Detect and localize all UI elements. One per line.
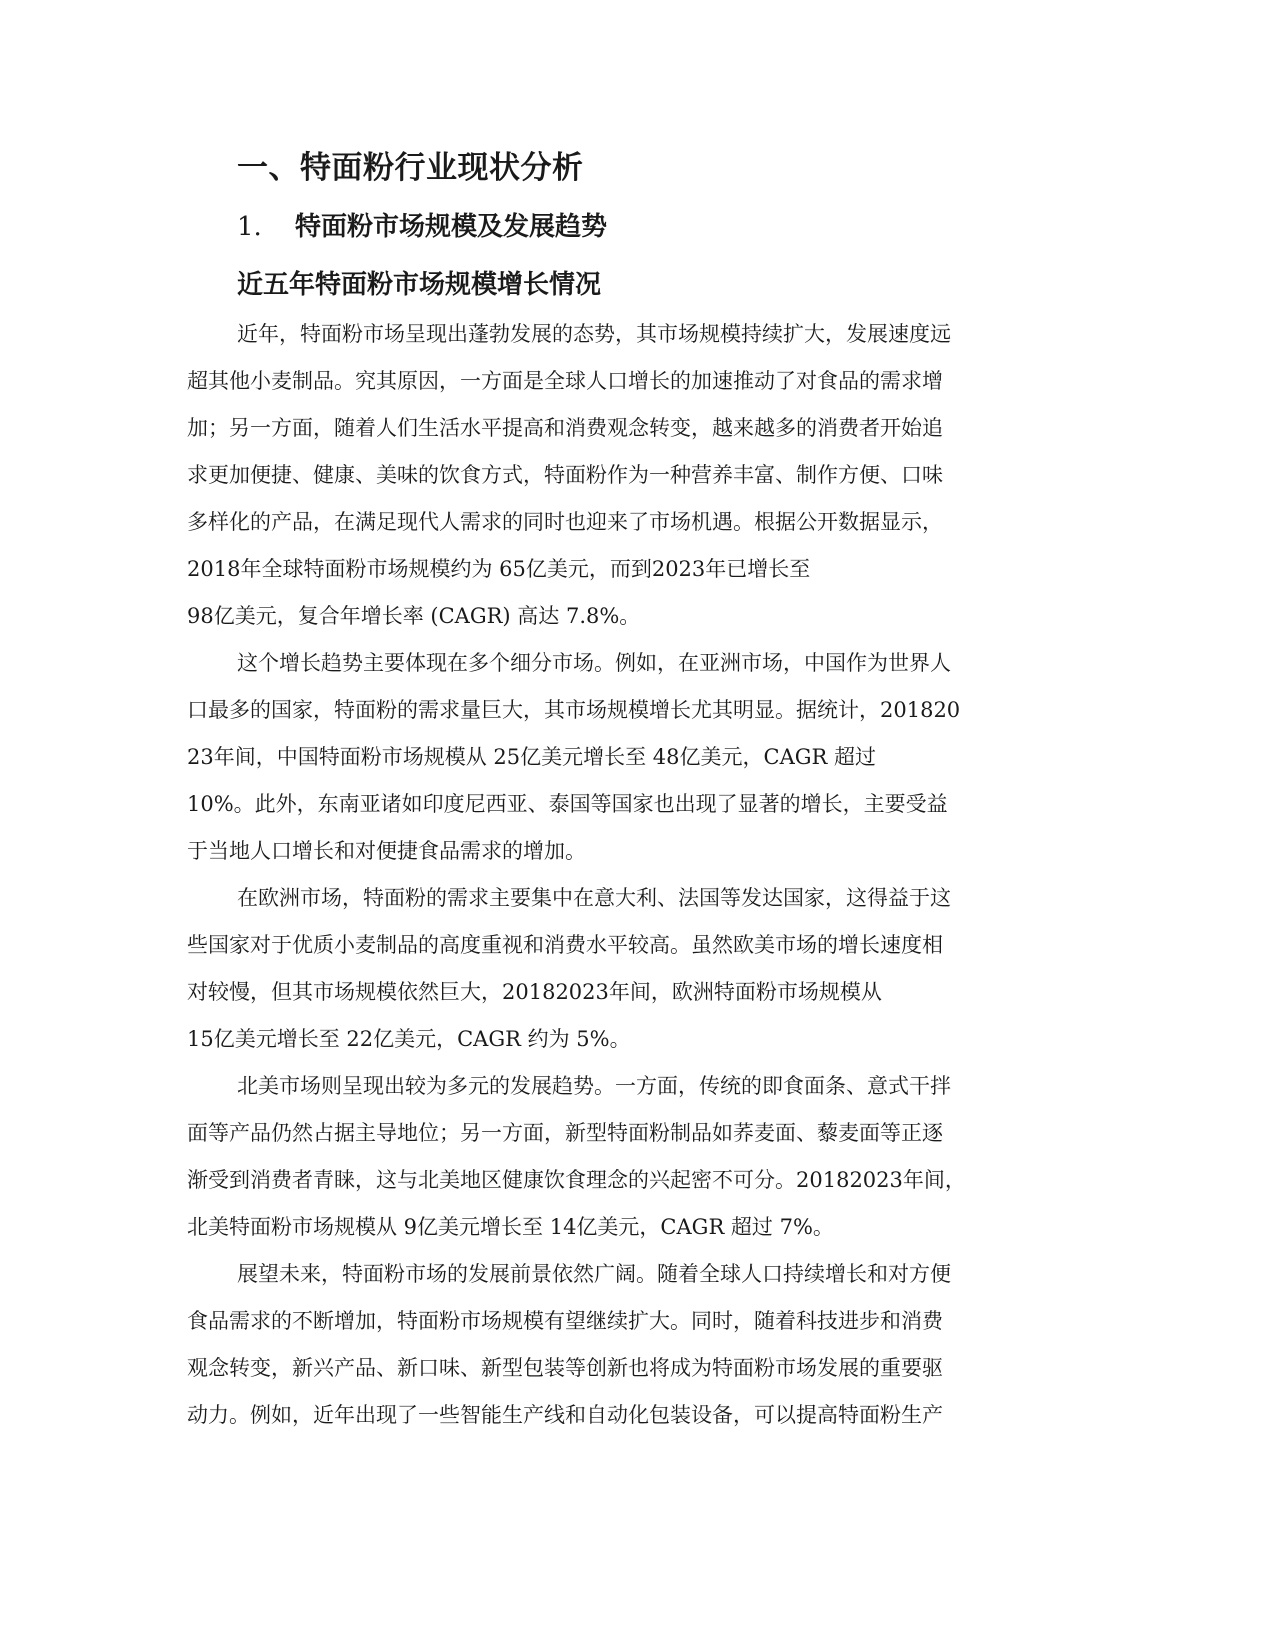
paragraph-line: 北美市场则呈现出较为多元的发展趋势。一方面，传统的即食面条、意式干拌: [237, 1074, 951, 1098]
paragraph-line: 观念转变，新兴产品、新口味、新型包装等创新也将成为特面粉市场发展的重要驱: [187, 1356, 943, 1380]
paragraph-line: 求更加便捷、健康、美味的饮食方式，特面粉作为一种营养丰富、制作方便、口味: [187, 463, 943, 487]
paragraph-outlook: [187, 1251, 1087, 1439]
paragraph-line: 加；另一方面，随着人们生活水平提高和消费观念转变，越来越多的消费者开始追: [187, 416, 943, 440]
paragraph-line: 超其他小麦制品。究其原因，一方面是全球人口增长的加速推动了对食品的需求增: [187, 369, 943, 393]
paragraph-line: 展望未来，特面粉市场的发展前景依然广阔。随着全球人口持续增长和对方便: [237, 1262, 951, 1286]
paragraph-line: 动力。例如，近年出现了一些智能生产线和自动化包装设备，可以提高特面粉生产: [187, 1403, 943, 1427]
topic-heading: 近五年特面粉市场规模增长情况: [237, 270, 602, 300]
paragraph-line: 98亿美元，复合年增长率 (CAGR) 高达 7.8%。: [187, 604, 641, 628]
paragraph-line: 面等产品仍然占据主导地位；另一方面，新型特面粉制品如荞麦面、藜麦面等正逐: [187, 1121, 943, 1145]
paragraph-line: 口最多的国家，特面粉的需求量巨大，其市场规模增长尤其明显。据统计，201820: [187, 698, 961, 722]
subsection-heading: [237, 205, 1087, 249]
paragraph-line: 在欧洲市场，特面粉的需求主要集中在意大利、法国等发达国家，这得益于这: [237, 886, 951, 910]
paragraph-line: 些国家对于优质小麦制品的高度重视和消费水平较高。虽然欧美市场的增长速度相: [187, 933, 943, 957]
paragraph-line: 于当地人口增长和对便捷食品需求的增加。: [187, 839, 586, 863]
paragraph-line: 2018年全球特面粉市场规模约为 65亿美元，而到2023年已增长至: [187, 557, 811, 581]
paragraph-line: 这个增长趋势主要体现在多个细分市场。例如，在亚洲市场，中国作为世界人: [237, 651, 951, 675]
paragraph-line: 23年间，中国特面粉市场规模从 25亿美元增长至 48亿美元，CAGR 超过: [187, 745, 877, 769]
paragraph-asia-market: [187, 640, 1087, 875]
paragraph-line: 15亿美元增长至 22亿美元，CAGR 约为 5%。: [187, 1027, 631, 1051]
paragraph-line: 渐受到消费者青睐，这与北美地区健康饮食理念的兴起密不可分。20182023年间，: [187, 1168, 966, 1192]
subsection-number: 1.: [237, 212, 262, 242]
paragraph-market-overview: [187, 311, 1087, 640]
paragraph-europe-market: [187, 875, 1087, 1063]
paragraph-north-america-market: [187, 1063, 1087, 1251]
document-content: [187, 143, 1087, 1439]
document-body: [187, 311, 1087, 1439]
paragraph-line: 食品需求的不断增加，特面粉市场规模有望继续扩大。同时，随着科技进步和消费: [187, 1309, 943, 1333]
paragraph-line: 对较慢，但其市场规模依然巨大，20182023年间，欧洲特面粉市场规模从: [187, 980, 882, 1004]
subsection-title: 特面粉市场规模及发展趋势: [295, 212, 608, 242]
paragraph-line: 近年，特面粉市场呈现出蓬勃发展的态势，其市场规模持续扩大，发展速度远: [237, 322, 951, 346]
section-heading: 一、特面粉行业现状分析: [237, 150, 584, 186]
paragraph-line: 多样化的产品，在满足现代人需求的同时也迎来了市场机遇。根据公开数据显示，: [187, 510, 943, 534]
paragraph-line: 北美特面粉市场规模从 9亿美元增长至 14亿美元，CAGR 超过 7%。: [187, 1215, 834, 1239]
paragraph-line: 10%。此外，东南亚诸如印度尼西亚、泰国等国家也出现了显著的增长，主要受益: [187, 792, 948, 816]
